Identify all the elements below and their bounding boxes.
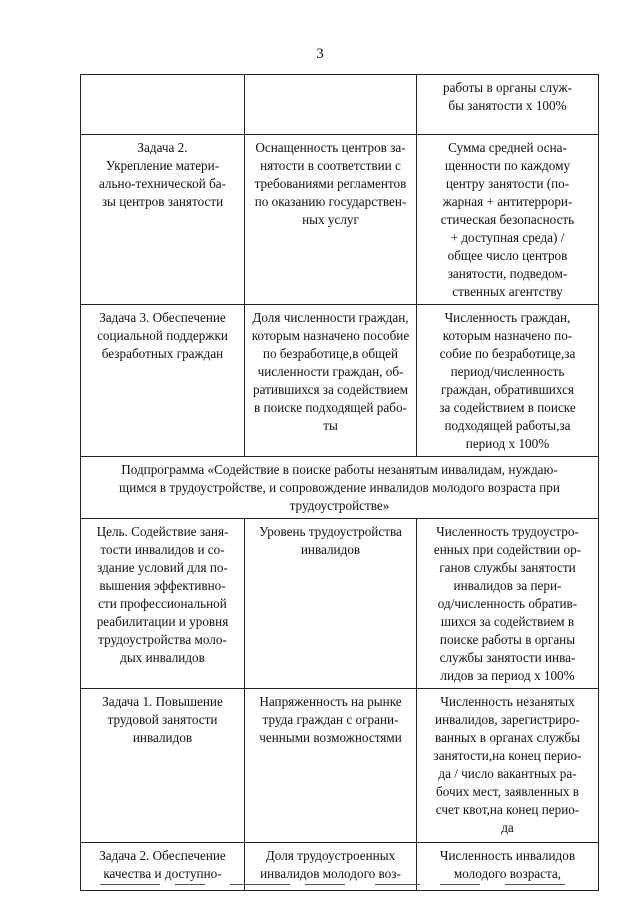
indicator-text: Уровень трудоустройства инвалидов [259, 524, 402, 557]
table-row [81, 457, 599, 519]
indicator-text: Напряженность на рынке труда граждан с ограни- ченными возможностями [259, 694, 402, 745]
indicator-cell [245, 519, 417, 689]
indicator-cell [245, 689, 417, 843]
scan-artifact-line [175, 884, 205, 885]
task-cell [81, 305, 245, 457]
table-row [81, 135, 599, 305]
task-cell [81, 519, 245, 689]
indicator-text: Доля численности граждан, которым назначено пособие по безработице,в общей численности граждан, об- ратившихся за содействием в поиске подходящей рабо- ты [251, 310, 410, 433]
scan-artifact-line [100, 884, 160, 885]
formula-cell [417, 135, 599, 305]
table-row [81, 519, 599, 689]
formula-text: Сумма средней осна- щенности по каждому центру занятости (по- жарная + антитеррори- стическая безопасность + доступная среда) / общее число центров занятости, подведом- ственных агентству [440, 140, 575, 299]
scan-artifact-line [440, 884, 480, 885]
subprogram-heading-cell [81, 457, 599, 519]
scan-artifact-line [230, 884, 290, 885]
indicator-cell [245, 75, 417, 135]
formula-cell [417, 305, 599, 457]
scan-artifact-line [505, 884, 565, 885]
formula-text: Численность инвалидов молодого возраста, [439, 848, 576, 881]
formula-cell [417, 519, 599, 689]
scan-artifact-line [305, 884, 345, 885]
task-text: Задача 1. Повышение трудовой занятости инвалидов [102, 694, 223, 745]
task-cell [81, 689, 245, 843]
table-row [81, 305, 599, 457]
formula-text: Численность незанятых инвалидов, зарегистриро- ванных в органах службы занятости,на конец перио- да / число вакантных ра- бочих мест, заявленных в счет квот,на конец перио- да [433, 694, 582, 835]
page-number: 3 [316, 46, 324, 62]
table-row [81, 75, 599, 135]
task-text: Цель. Содействие заня- тости инвалидов и со- здание условий для по- вышения эффективно- сти профессиональной реабилитации и уровня трудоустройства моло- дых инвалидов [96, 524, 229, 665]
indicator-text: Оснащенность центров за- нятости в соответствии с требованиями регламентов по оказанию государствен- ных услуг [254, 140, 407, 227]
indicator-text: Доля трудоустроенных инвалидов молодого воз- [260, 848, 401, 881]
task-cell [81, 75, 245, 135]
task-text: Задача 2. Укрепление матери- ально-технической ба- зы центров занятости [98, 140, 227, 209]
table-row [81, 689, 599, 843]
indicator-cell [245, 305, 417, 457]
task-text: Задача 3. Обеспечение социальной поддержки безработных граждан [97, 310, 228, 361]
task-text: Задача 2. Обеспечение качества и доступно- [99, 848, 226, 881]
formula-text: Численность граждан, которым назначено по- собие по безработице,за период/численность граждан, обратившихся за содействием в поиске подходящей работы,за период х 100% [439, 310, 576, 451]
indicators-table [80, 74, 599, 891]
scan-artifact-line [375, 884, 420, 885]
task-cell [81, 135, 245, 305]
formula-cell [417, 75, 599, 135]
formula-text: Численность трудоустро- енных при содействии ор- ганов службы занятости инвалидов за пери- од/численность обратив- шихся за содействием в поиске работы в органы службы занятости инва- лидов за период х 100% [433, 524, 582, 683]
formula-text: работы в органы служ- бы занятости х 100% [442, 80, 573, 113]
subprogram-heading: Подпрограмма «Содействие в поиске работы незанятым инвалидам, нуждаю- щимся в трудоустройстве, и сопровождение инвалидов молодого возраста при трудоустройстве» [119, 462, 560, 513]
indicator-cell [245, 135, 417, 305]
formula-cell [417, 689, 599, 843]
